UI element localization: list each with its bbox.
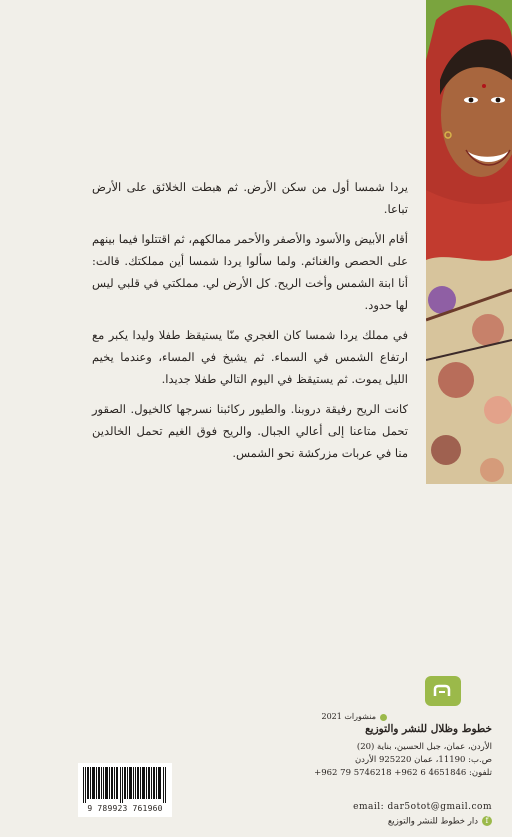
logo-mark-icon (433, 683, 451, 699)
publisher-phone: تلفون: 4651846 6 962+ 5746218 79 962+ (314, 768, 492, 778)
isbn-number: 9 789923 761960 (87, 804, 163, 813)
cover-photo (426, 0, 512, 484)
paragraph: يردا شمسا أول من سكن الأرض. ثم هبطت الخلائق على الأرض تباعا. (92, 180, 408, 216)
paragraph: أقام الأبيض والأسود والأصفر والأحمر ممالكهم، ثم اقتتلوا فيما بينهم على الحصص والغنائم. ولما سألوا يردا شمسا أين مملكتك. قالت: أنا ابنة الشمس وأخت الريح. كل الأرض لي. مملكتي في قلبي ليس لها حدود. (92, 232, 408, 312)
paragraph: في مملك يردا شمسا كان الغجري منّا يستيقظ طفلا وليدا يكبر مع ارتفاع الشمس في السماء. ثم يشيخ في المساء، وعندما يخيم الليل يموت. ثم يستيقظ في اليوم التالي طفلا جديدا. (92, 328, 408, 386)
woman-in-red-headscarf-photo (426, 0, 512, 484)
paragraph: كانت الريح رفيقة دروبنا. والطيور ركائبنا نسرجها كالخيول. الصقور تحمل متاعنا إلى أعالي الجبال. والريح فوق الغيم تحمل الخالدين منا في عربات مزركشة نحو الشمس. (92, 402, 408, 460)
back-cover-text (92, 176, 408, 472)
publisher-social[interactable]: fدار خطوط للنشر والتوزيع (388, 816, 492, 827)
publisher-logo-icon (425, 676, 461, 706)
publication-year: منشورات 2021 (322, 712, 388, 721)
isbn-barcode (78, 763, 172, 817)
barcode-bars (83, 767, 167, 803)
publisher-name: خطوط وظلال للنشر والتوزيع (365, 723, 492, 735)
facebook-icon: f (482, 816, 492, 826)
publisher-address-line2: ص.ب: 11190، عمان 925220 الأردن (354, 755, 492, 765)
publisher-address-line1: الأردن، عمان، جبل الحسين، بناية (20) (356, 742, 492, 752)
bullet-icon (380, 714, 387, 721)
publisher-email[interactable]: email: dar5otot@gmail.com (353, 802, 492, 812)
